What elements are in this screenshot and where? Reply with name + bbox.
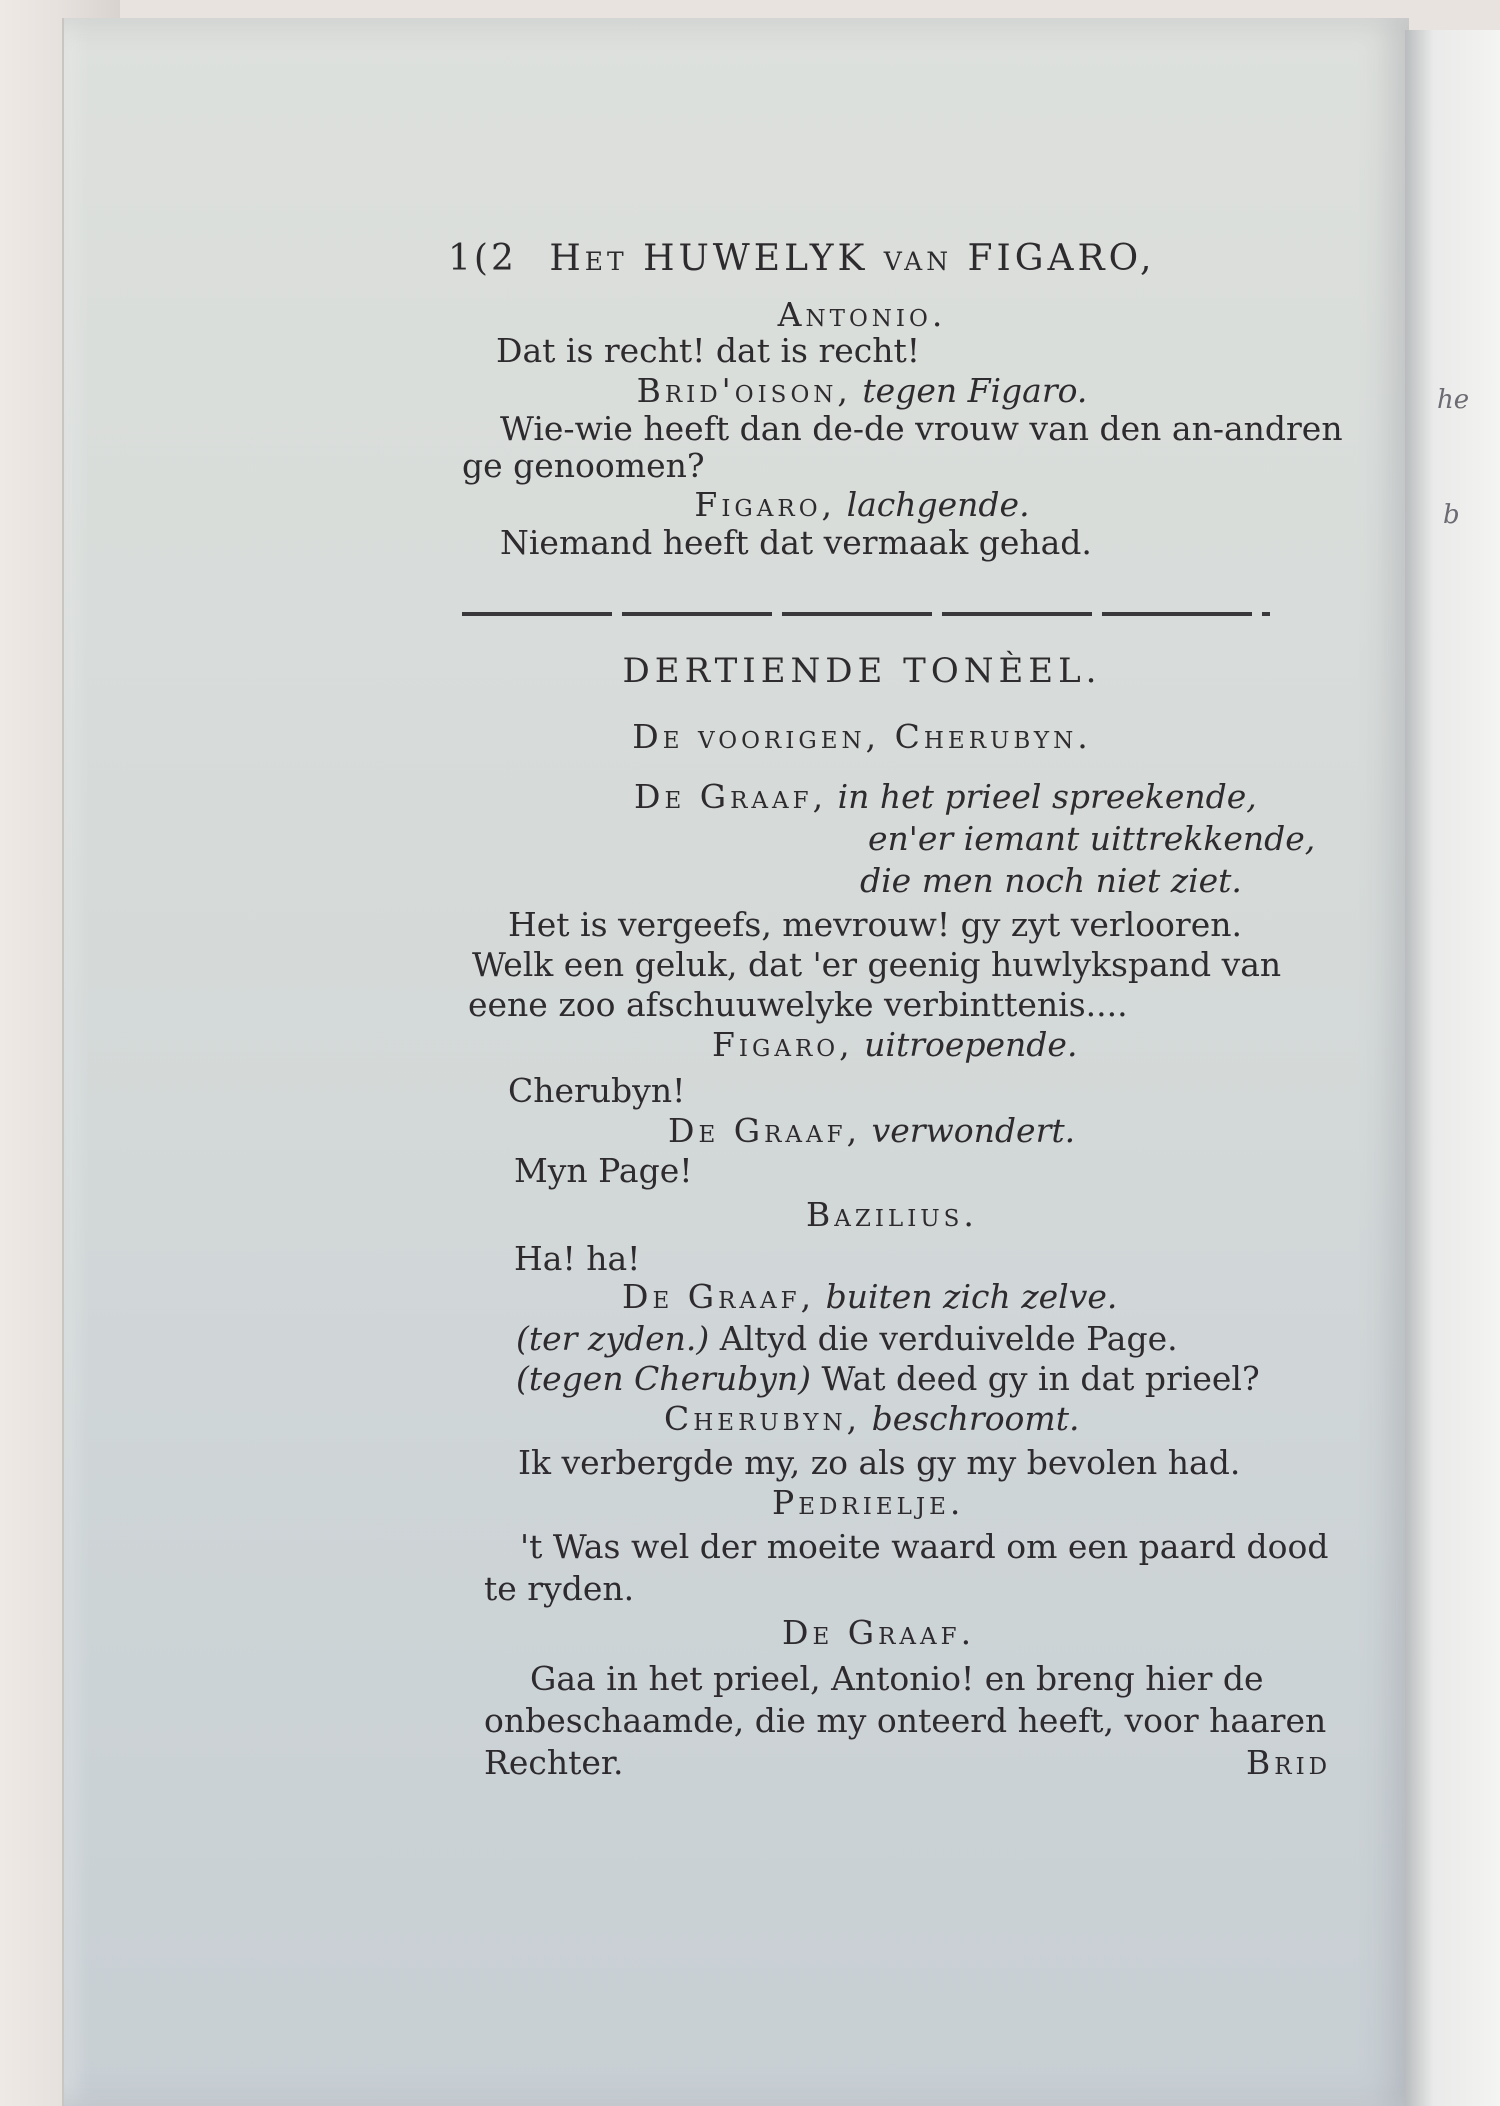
scene-characters: De voorigen, Cherubyn. bbox=[632, 717, 1092, 756]
dialogue-line: Gaa in het prieel, Antonio! en breng hier de bbox=[530, 1659, 1264, 1698]
speaker-graaf: De Graaf. bbox=[782, 1613, 976, 1652]
running-header bbox=[448, 240, 1155, 278]
dialogue-line: te ryden. bbox=[484, 1569, 635, 1608]
dialogue-line: Ha! ha! bbox=[514, 1239, 641, 1278]
dialogue-line: Wie-wie heeft dan de-de vrouw van den an-andren bbox=[500, 409, 1343, 448]
speaker-figaro: Figaro, uitroepende. bbox=[712, 1025, 1078, 1064]
speaker-graaf: De Graaf, verwondert. bbox=[668, 1111, 1076, 1150]
dialogue-line: (tegen Cherubyn) Wat deed gy in dat prieel? bbox=[516, 1359, 1260, 1398]
scene-title: DERTIENDE TONÈEL. bbox=[622, 651, 1102, 691]
page-number: 1(2 bbox=[448, 238, 517, 279]
speaker-bazilius: Bazilius. bbox=[806, 1195, 978, 1234]
scene-divider bbox=[462, 612, 1270, 616]
adjacent-page-mark-1: he bbox=[1437, 385, 1470, 415]
dialogue-line: onbeschaamde, die my onteerd heeft, voor haaren bbox=[484, 1701, 1327, 1740]
dialogue-line: 't Was wel der moeite waard om een paard dood bbox=[520, 1527, 1329, 1566]
speaker-pedrielje: Pedrielje. bbox=[772, 1483, 965, 1522]
dialogue-line: Het is vergeefs, mevrouw! gy zyt verlooren. bbox=[508, 905, 1242, 944]
dialogue-line: Welk een geluk, dat 'er geenig huwlykspand van bbox=[472, 945, 1282, 984]
speaker-bridoison: Brid'oison, tegen Figaro. bbox=[636, 371, 1088, 410]
stage-direction: die men noch niet ziet. bbox=[860, 861, 1242, 900]
dialogue-line: Rechter. bbox=[484, 1743, 624, 1782]
dialogue-line: Ik verbergde my, zo als gy my bevolen had. bbox=[518, 1443, 1241, 1482]
dialogue-line: Dat is recht! dat is recht! bbox=[496, 331, 921, 370]
dialogue-line: (ter zyden.) Altyd die verduivelde Page. bbox=[516, 1319, 1178, 1358]
speaker-cherubyn: Cherubyn, beschroomt. bbox=[664, 1399, 1080, 1438]
adjacent-page-mark-2: b bbox=[1443, 500, 1460, 530]
speaker-graaf: De Graaf, in het prieel spreekende, bbox=[634, 777, 1257, 816]
running-title: Het HUWELYK van FIGARO, bbox=[549, 238, 1156, 279]
catchword: Brid bbox=[1246, 1743, 1332, 1782]
dialogue-line: Cherubyn! bbox=[508, 1071, 686, 1110]
speaker-graaf: De Graaf, buiten zich zelve. bbox=[622, 1277, 1118, 1316]
speaker-antonio: Antonio. bbox=[777, 295, 947, 334]
stage-direction: en'er iemant uittrekkende, bbox=[868, 819, 1316, 858]
dialogue-line: Myn Page! bbox=[514, 1151, 693, 1190]
speaker-figaro: Figaro, lachgende. bbox=[694, 485, 1030, 524]
dialogue-line: Niemand heeft dat vermaak gehad. bbox=[500, 523, 1092, 562]
dialogue-line: ge genoomen? bbox=[462, 446, 705, 485]
dialogue-line: eene zoo afschuuwelyke verbinttenis.... bbox=[468, 985, 1128, 1024]
